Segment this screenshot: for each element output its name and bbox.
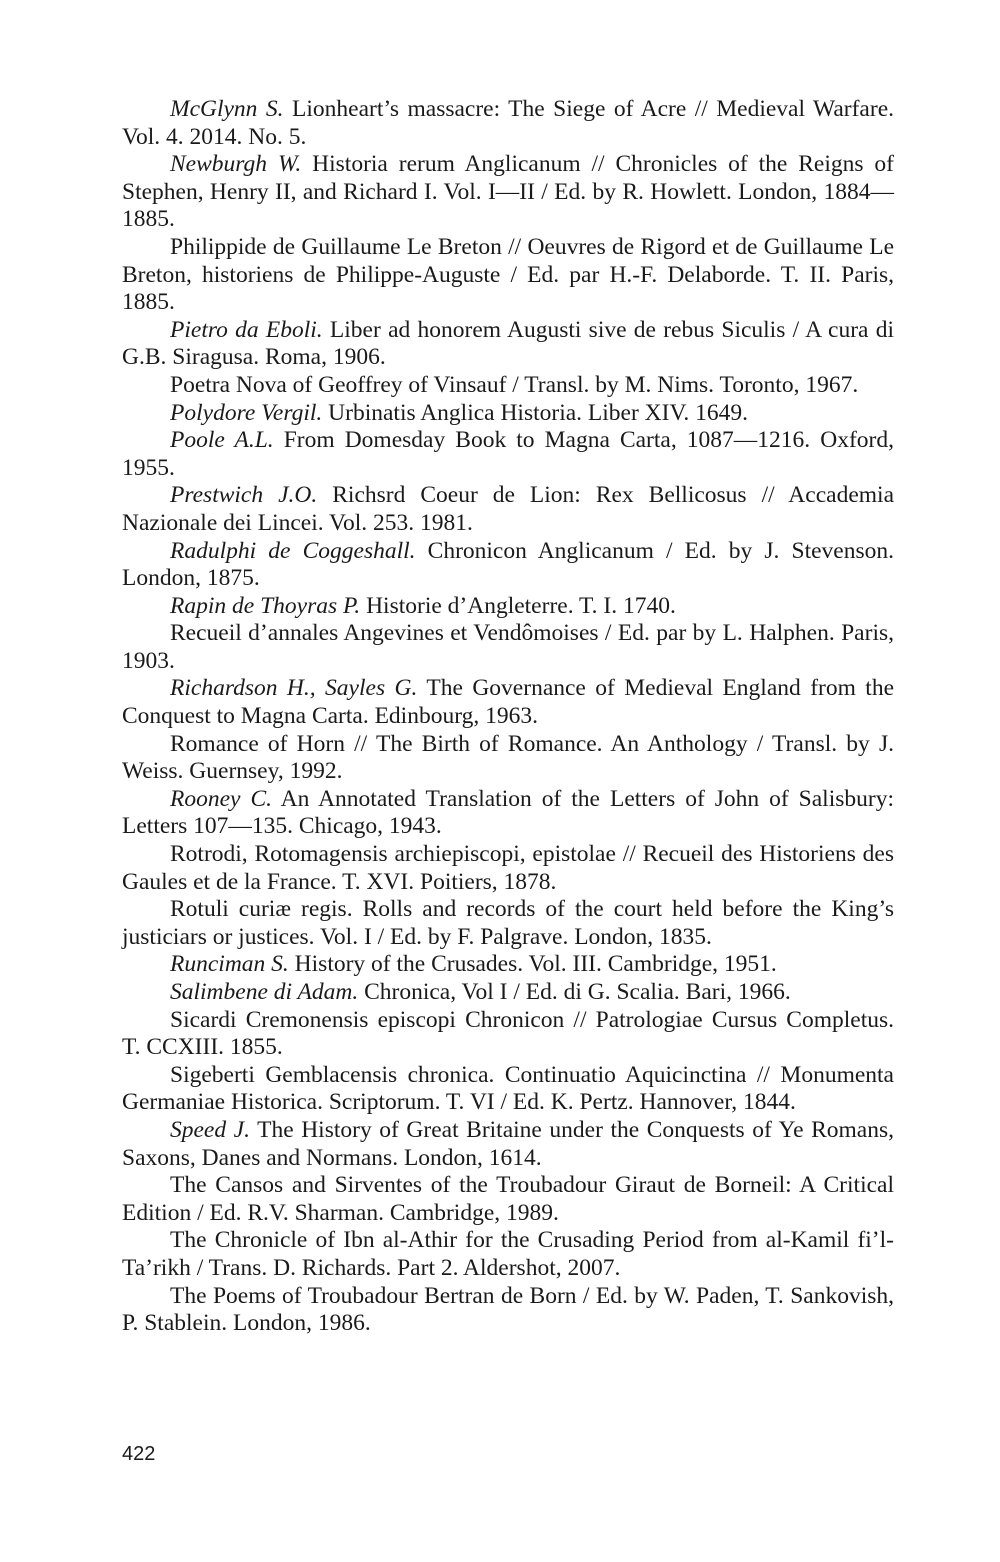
bibliography-entry bbox=[122, 620, 894, 675]
entry-text: Liber ad honorem Augusti sive de rebus Siculis / A cura di G.B. Siragusa. Roma, 1906. bbox=[122, 316, 894, 371]
entry-author: Polydore Vergil. bbox=[170, 399, 323, 426]
entry-text: Romance of Horn // The Birth of Romance. An Anthology / Transl. by J. Weiss. Guernsey, 1992. bbox=[122, 730, 894, 785]
entry-text: The Poems of Troubadour Bertran de Born / Ed. by W. Paden, T. Sankovish, P. Stablein. London, 1986. bbox=[122, 1282, 894, 1337]
bibliography-entry bbox=[122, 482, 894, 537]
entry-text: The History of Great Britaine under the Conquests of Ye Romans, Saxons, Danes and Normans. London, 1614. bbox=[122, 1116, 894, 1171]
bibliography-entry bbox=[122, 675, 894, 730]
entry-author: Rapin de Thoyras P. bbox=[170, 592, 361, 619]
entry-text: The Governance of Medieval England from the Conquest to Magna Carta. Edinbourg, 1963. bbox=[122, 675, 895, 730]
entry-author: Radulphi de Coggeshall. bbox=[170, 537, 416, 564]
bibliography-entry bbox=[122, 1227, 894, 1282]
bibliography-entry bbox=[122, 896, 894, 951]
entry-author: McGlynn S. bbox=[170, 96, 284, 122]
bibliography-entry bbox=[122, 731, 894, 786]
bibliography-entry bbox=[122, 593, 894, 621]
entry-text: Chronica, Vol I / Ed. di G. Scalia. Bari, 1966. bbox=[358, 979, 791, 1005]
entry-text: Chronicon Anglicanum / Ed. by J. Stevenson. London, 1875. bbox=[122, 537, 894, 592]
entry-text: Philippide de Guillaume Le Breton // Oeuvres de Rigord et de Guillaume Le Breton, historiens de Philippe-Auguste / Ed. par H.-F. Delaborde. T. II. Paris, 1885. bbox=[122, 233, 894, 316]
entry-author: Runciman S. bbox=[170, 951, 289, 978]
bibliography-entry bbox=[122, 979, 894, 1007]
entry-author: Pietro da Eboli. bbox=[170, 316, 323, 343]
bibliography-entry bbox=[122, 1283, 894, 1338]
entry-text: Sigeberti Gemblacensis chronica. Continuatio Aquicinctina // Monumenta Germaniae Historica. Scriptorum. T. VI / Ed. K. Pertz. Hannover, 1844. bbox=[122, 1061, 894, 1116]
bibliography-entry bbox=[122, 96, 894, 151]
bibliography-entry bbox=[122, 786, 894, 841]
page-number: 422 bbox=[122, 1443, 156, 1465]
bibliography-entry bbox=[122, 1117, 894, 1172]
bibliography-entry bbox=[122, 1007, 894, 1062]
entry-text: Urbinatis Anglica Historia. Liber XIV. 1649. bbox=[322, 399, 749, 426]
entry-text: The Chronicle of Ibn al-Athir for the Crusading Period from al-Kamil fi’l-Ta’rikh / Trans. D. Richards. Part 2. Aldershot, 2007. bbox=[122, 1227, 894, 1281]
entry-text: Lionheart’s massacre: The Siege of Acre // Medieval Warfare. Vol. 4. 2014. No. 5. bbox=[122, 96, 894, 150]
bibliography-entry bbox=[122, 234, 894, 317]
entry-author: Newburgh W. bbox=[170, 151, 302, 178]
entry-text: An Annotated Translation of the Letters of John of Salisbury: Letters 107—135. Chicago, 1943. bbox=[122, 785, 894, 840]
entry-text: Historie d’Angleterre. T. I. 1740. bbox=[360, 592, 676, 619]
entry-author: Speed J. bbox=[170, 1116, 250, 1143]
bibliography-entry bbox=[122, 400, 894, 428]
entry-author: Rooney C. bbox=[170, 785, 272, 812]
bibliography-list bbox=[122, 96, 894, 1338]
entry-text: Historia rerum Anglicanum // Chronicles of the Reigns of Stephen, Henry II, and Richard I. Vol. I—II / Ed. by R. Howlett. London, 1884—1885. bbox=[122, 151, 894, 233]
entry-author: Richardson H., Sayles G. bbox=[170, 675, 418, 702]
bibliography-entry bbox=[122, 538, 894, 593]
entry-text: History of the Crusades. Vol. III. Cambridge, 1951. bbox=[288, 951, 777, 978]
bibliography-entry bbox=[122, 1062, 894, 1117]
bibliography-entry bbox=[122, 951, 894, 979]
entry-author: Prestwich J.O. bbox=[170, 482, 318, 509]
bibliography-entry bbox=[122, 151, 894, 234]
bibliography-entry bbox=[122, 841, 894, 896]
entry-author: Poole A.L. bbox=[170, 427, 274, 454]
bibliography-entry bbox=[122, 317, 894, 372]
entry-text: Poetra Nova of Geoffrey of Vinsauf / Transl. by M. Nims. Toronto, 1967. bbox=[170, 371, 859, 398]
bibliography-entry bbox=[122, 1172, 894, 1227]
entry-author: Salimbene di Adam. bbox=[170, 979, 359, 1005]
bibliography-entry bbox=[122, 372, 894, 400]
bibliography-entry bbox=[122, 427, 894, 482]
entry-text: Sicardi Cremonensis episcopi Chronicon // Patrologiae Cursus Completus. T. CCXIII. 1855. bbox=[122, 1006, 894, 1061]
entry-text: Rotrodi, Rotomagensis archiepiscopi, epistolae // Recueil des Historiens des Gaules et de la France. T. XVI. Poitiers, 1878. bbox=[122, 841, 894, 895]
entry-text: Recueil d’annales Angevines et Vendômoises / Ed. par by L. Halphen. Paris, 1903. bbox=[122, 620, 894, 674]
entry-text: Rotuli curiæ regis. Rolls and records of the court held before the King’s justiciars or justices. Vol. I / Ed. by F. Palgrave. London, 1835. bbox=[122, 896, 894, 950]
entry-text: The Cansos and Sirventes of the Troubadour Giraut de Borneil: A Critical Edition / Ed. R.V. Sharman. Cambridge, 1989. bbox=[122, 1172, 894, 1226]
entry-text: From Domesday Book to Magna Carta, 1087—1216. Oxford, 1955. bbox=[122, 427, 894, 481]
entry-text: Richsrd Coeur de Lion: Rex Bellicosus // Accademia Nazionale dei Lincei. Vol. 253. 1981. bbox=[122, 482, 894, 536]
